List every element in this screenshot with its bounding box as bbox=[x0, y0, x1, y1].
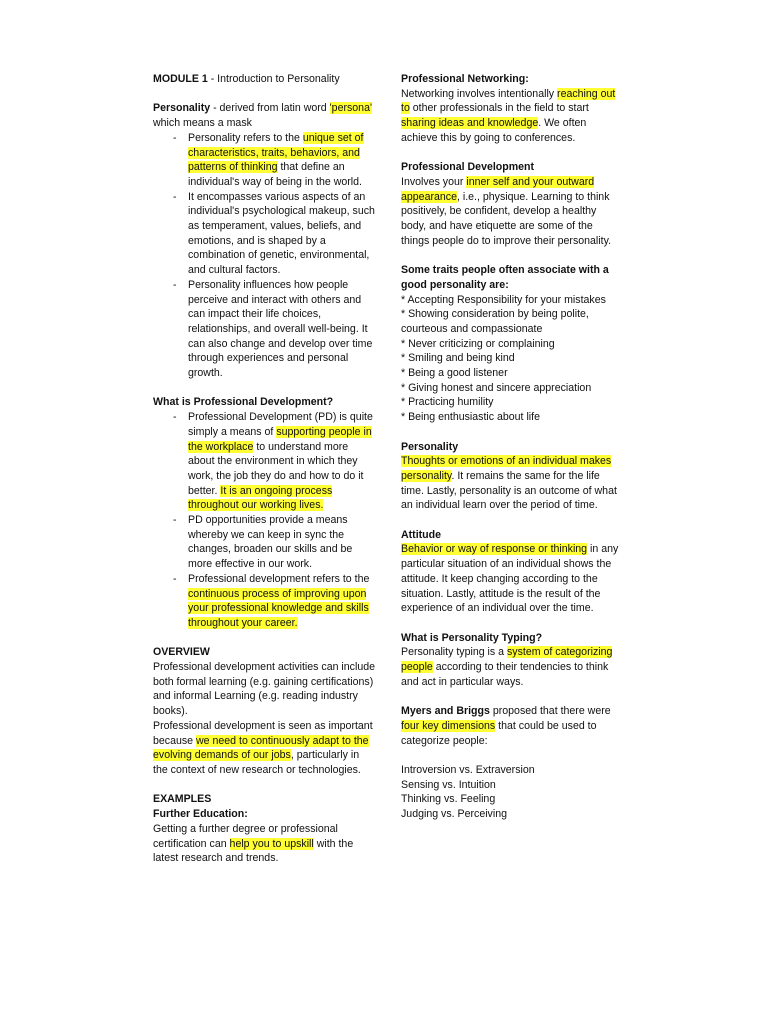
personality-heading: Personality bbox=[401, 440, 459, 453]
list-item: - It encompasses various aspects of an individual's psychological makeup, such as temperament, values, beliefs, and emotions, and is shaped by a combination of genetic, environmental, and cultural factors. bbox=[153, 190, 375, 278]
overview-paragraph: Professional development activities can include both formal learning (e.g. gaining certifications) and informal Learning (e.g. reading industry books). bbox=[153, 661, 376, 718]
list-item: Sensing vs. Intuition bbox=[401, 778, 496, 791]
list-item: * Practicing humility bbox=[401, 396, 494, 409]
personality-paragraph: Thoughts or emotions of an individual makes personality. It remains the same for the life time. Lastly, personality is an outcome of what an individual learn over the period of time. bbox=[401, 455, 617, 512]
myers-briggs-paragraph: Myers and Briggs proposed that there were four key dimensions that could be used to categorize people: bbox=[401, 705, 611, 747]
pd-bullets bbox=[153, 410, 375, 631]
overview-paragraph: Professional development is seen as important because we need to continuously adapt to the evolving demands of our jobs, particularly in the context of new research or technologies. bbox=[153, 719, 373, 776]
attitude-heading: Attitude bbox=[401, 528, 442, 541]
attitude-paragraph: Behavior or way of response or thinking in any particular situation of an individual shows the attitude. It keep changing according to the situation. Lastly, attitude is the result of the experience of an individual over the time. bbox=[401, 543, 619, 615]
list-item: - Personality influences how people perceive and interact with others and can impact their life choices, relationships, and overall well-being. It can also change and develop over time through experiences and personal growth. bbox=[153, 278, 375, 381]
list-item: - Professional development refers to the continuous process of improving upon your professional knowledge and skills throughout your career. bbox=[153, 572, 375, 631]
list-item: - Professional Development (PD) is quite simply a means of supporting people in the workplace to understand more about the environment in which they work, the job they do and how to do it better. It is an ongoing process throughout our working lives. bbox=[153, 410, 375, 513]
typing-heading: What is Personality Typing? bbox=[401, 631, 543, 644]
list-item: - Personality refers to the unique set of characteristics, traits, behaviors, and patterns of thinking that define an individual's way of being in the world. bbox=[153, 131, 375, 190]
overview-heading: OVERVIEW bbox=[153, 646, 210, 659]
personality-bullets bbox=[153, 131, 375, 381]
left-column bbox=[153, 72, 375, 866]
list-item: * Showing consideration by being polite, courteous and compassionate bbox=[401, 308, 589, 335]
list-item: Introversion vs. Extraversion bbox=[401, 763, 535, 776]
pd-heading: What is Professional Development? bbox=[153, 396, 334, 409]
traits-heading: Some traits people often associate with a good personality are: bbox=[401, 264, 609, 291]
networking-heading: Professional Networking: bbox=[401, 73, 529, 85]
list-item: - PD opportunities provide a means whereby we can keep in sync the changes, broaden our skills and be more effective in our work. bbox=[153, 513, 375, 572]
list-item: Thinking vs. Feeling bbox=[401, 793, 496, 806]
personality-definition: Personality - derived from latin word 'persona' which means a mask bbox=[153, 102, 372, 130]
list-item: Judging vs. Perceiving bbox=[401, 808, 507, 821]
list-item: * Smiling and being kind bbox=[401, 352, 515, 365]
professional-development-heading: Professional Development bbox=[401, 161, 535, 174]
list-item: * Being enthusiastic about life bbox=[401, 411, 540, 424]
further-education-heading: Further Education: bbox=[153, 808, 248, 821]
list-item: * Giving honest and sincere appreciation bbox=[401, 381, 592, 394]
networking-paragraph: Networking involves intentionally reaching out to other professionals in the field to start sharing ideas and knowledge. We often achieve this by going to conferences. bbox=[401, 87, 616, 144]
right-column bbox=[401, 72, 623, 822]
professional-development-paragraph: Involves your inner self and your outward appearance, i.e., physique. Learning to think positively, be confident, develop a healthy body, and have etiquette are some of the things people do to improve their personality. bbox=[401, 175, 612, 247]
module-title: MODULE 1 - Introduction to Personality bbox=[153, 73, 340, 85]
list-item: * Accepting Responsibility for your mistakes bbox=[401, 293, 606, 306]
typing-paragraph: Personality typing is a system of categorizing people according to their tendencies to think and act in particular ways. bbox=[401, 646, 613, 688]
list-item: * Never criticizing or complaining bbox=[401, 337, 555, 350]
examples-heading: EXAMPLES bbox=[153, 793, 212, 806]
further-education-paragraph: Getting a further degree or professional certification can help you to upskill with the latest research and trends. bbox=[153, 822, 354, 865]
list-item: * Being a good listener bbox=[401, 367, 508, 380]
